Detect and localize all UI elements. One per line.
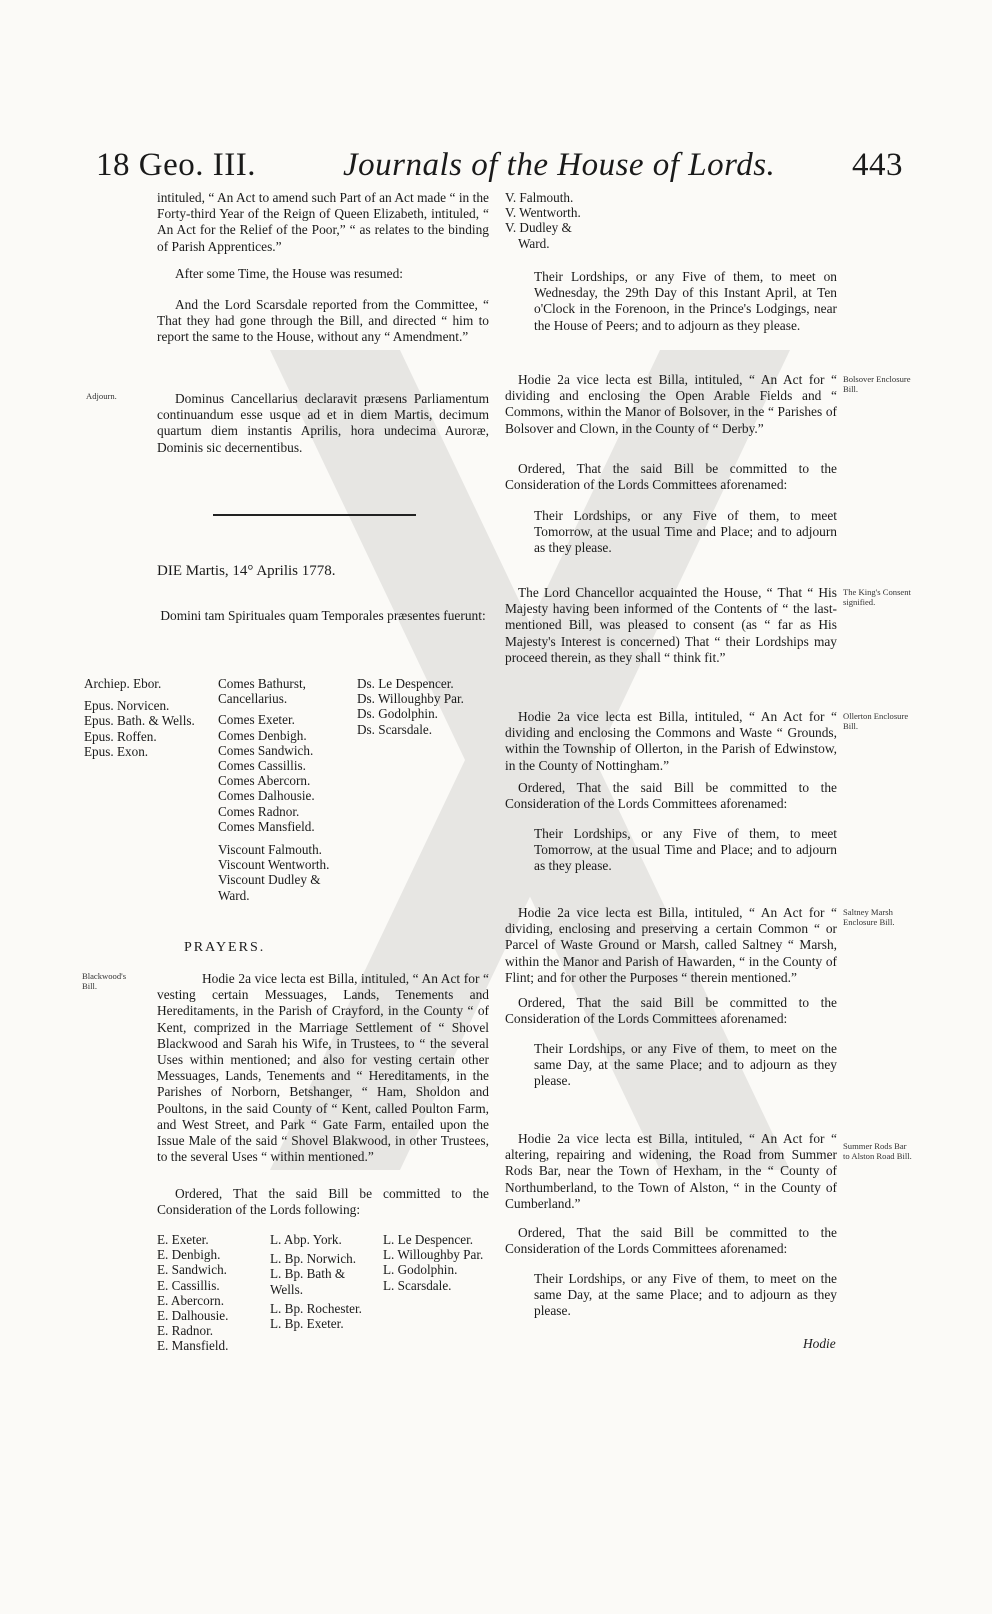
header-title: Journals of the House of Lords. [343, 147, 776, 183]
kings-consent-paragraph: The Lord Chancellor acquainted the House, “ That “ His Majesty having been informed of the Contents of “ the last-mentioned Bill, was pleased to consent (as “ far as His Majesty's Interest is concerned) That “ their Lordships may proceed therein, as they shall “ think fit.” [505, 585, 837, 665]
attendee: Comes Denbigh. [218, 727, 307, 743]
committee-member: L. Le Despencer. [383, 1232, 474, 1247]
committee-bishops [270, 1232, 378, 1331]
meeting-notice-1: Their Lordships, or any Five of them, to meet on Wednesday, the 29th Day of this Instant April, at Ten o'Clock in the Forenoon, in the Prince's Lodgings, near the House of Peers; and to adjourn as they please. [534, 269, 837, 333]
attendance-bishops [84, 676, 195, 759]
attendee: Epus. Norvicen. [84, 698, 170, 714]
attendee: Viscount Dudley & Ward. [218, 872, 321, 903]
intro-paragraph: intituled, “ An Act to amend such Part of an Act made “ in the Forty-third Year of the Reign of Queen Elizabeth, intituled, “ An Act for the Relief of the Poor,” “ as relates to the binding of Parish Apprentices.” [157, 190, 489, 254]
committee-member: V. Falmouth. [505, 190, 574, 205]
committee-member: E. Mansfield. [157, 1338, 229, 1354]
summer-rods-bill: Hodie 2a vice lecta est Billa, intituled, “ An Act for “ altering, repairing and widening, the Road from Summer Rods Bar, near the Town of Hexham, in the “ County of Northumberland, to the Town of Alston, “ in the County of Cumberland.” [505, 1131, 837, 1211]
attendee: Comes Bathurst, Cancellarius. [218, 676, 306, 707]
committee-member: V. Dudley & [505, 220, 572, 236]
committee-member: L. Abp. York. [270, 1232, 342, 1247]
committee-member: E. Abercorn. [157, 1292, 225, 1308]
committee-member: E. Cassillis. [157, 1277, 220, 1293]
attendee: Epus. Roffen. [84, 728, 157, 744]
attendance-barons [357, 676, 464, 737]
meeting-notice-5: Their Lordships, or any Five of them, to meet on the same Day, at the same Place; and to adjourn as they please. [534, 1271, 837, 1319]
ordered-ollerton: Ordered, That the said Bill be committed to the Consideration of the Lords Committees aforenamed: [505, 780, 837, 812]
meeting-notice-3: Their Lordships, or any Five of them, to meet Tomorrow, at the usual Time and Place; and to adjourn as they please. [534, 826, 837, 874]
section-divider [213, 514, 416, 516]
attendee: Viscount Wentworth. [218, 857, 330, 873]
committee-member: L. Bp. Norwich. [270, 1251, 357, 1267]
blackwood-bill: Hodie 2a vice lecta est Billa, intituled, “ An Act for “ vesting certain Messuages, Lands, Tenements and Hereditaments, in the Parish of Crayford, in the County “ of Kent, comprized in the Marriage Settlement of “ Shovel Blackwood and Sarah his Wife, in Trustees, to “ the several Uses within mentioned; and also for vesting certain other Messuages, Lands, Tenements and “ Hereditaments, in the Parishes of Norborn, Betshanger, “ Ham, Sholdon and Poultons, in the said County of “ Kent, called Poulton Farm, and West Street, and Park “ Gate Farm, entailed upon the Issue Male of the said “ Shovel Blakwood, in other Trustees, to the several Uses “ within mentioned.” [157, 971, 489, 1165]
margin-kings-consent: The King's Consent signified. [843, 587, 911, 607]
catchword: Hodie [803, 1336, 836, 1351]
attendee: Comes Cassillis. [218, 758, 306, 774]
ollerton-bill: Hodie 2a vice lecta est Billa, intituled, “ An Act for “ dividing and enclosing the Commons and Waste “ Grounds, within the Township of Ollerton, in the Parish of Edwinstow, in the County of Nottingham.” [505, 709, 837, 773]
attendee: Comes Dalhousie. [218, 788, 315, 804]
bolsover-bill: Hodie 2a vice lecta est Billa, intituled, “ An Act for “ dividing and enclosing the Open Arable Fields and “ Commons, within the Manor of Bolsover, in the “ Parishes of Bolsover and Clown, in the County of “ Derby.” [505, 372, 837, 436]
saltney-bill: Hodie 2a vice lecta est Billa, intituled, “ An Act for “ dividing, enclosing and preserving a certain Common “ or Parcel of Waste Ground or Marsh, called Saltney “ Marsh, within the Manor and Parish of Hawarden, “ in the County of Flint; and for other the Purposes “ therein mentioned.” [505, 905, 837, 985]
attendee: Epus. Bath. & Wells. [84, 713, 195, 729]
meeting-notice-4: Their Lordships, or any Five of them, to meet on the same Day, at the same Place; and to adjourn as they please. [534, 1041, 837, 1089]
committee-member: L. Willoughby Par. [383, 1247, 484, 1263]
meeting-notice-2: Their Lordships, or any Five of them, to meet Tomorrow, at the usual Time and Place; and to adjourn as they please. [534, 508, 837, 556]
margin-saltney: Saltney Marsh Enclosure Bill. [843, 907, 895, 927]
attendee: Comes Mansfield. [218, 818, 315, 834]
committee-member: E. Radnor. [157, 1323, 214, 1339]
committee-member: V. Wentworth. [505, 205, 581, 221]
committee-member: E. Exeter. [157, 1232, 209, 1247]
attendee: Comes Exeter. [218, 712, 295, 728]
committee-member: L. Bp. Rochester. [270, 1300, 362, 1316]
ordered-summer-rods: Ordered, That the said Bill be committed to the Consideration of the Lords Committees aforenamed: [505, 1225, 837, 1257]
adjournment-paragraph: Dominus Cancellarius declaravit præsens Parliamentum continuandum esse usque ad et in diem Martis, decimum quartum diem instantis Aprilis, hora undecima Auroræ, Dominis sic decernentibus. [157, 391, 489, 455]
viscount-committee-list [505, 190, 581, 251]
attendee: Archiep. Ebor. [84, 676, 162, 691]
committee-member: E. Denbigh. [157, 1247, 221, 1263]
margin-blackwood: Blackwood's Bill. [82, 971, 127, 991]
attendee: Ds. Willoughby Par. [357, 691, 464, 707]
attendee: Viscount Falmouth. [218, 842, 322, 857]
attendee: Ds. Le Despencer. [357, 676, 454, 691]
committee-member: L. Bp. Exeter. [270, 1316, 344, 1332]
ordered-saltney: Ordered, That the said Bill be committed to the Consideration of the Lords Committees aforenamed: [505, 995, 837, 1027]
margin-summer-rods: Summer Rods Bar to Alston Road Bill. [843, 1141, 912, 1161]
attendance-earls [218, 676, 353, 834]
ordered-bolsover: Ordered, That the said Bill be committed to the Consideration of the Lords Committees aforenamed: [505, 461, 837, 493]
attendee: Comes Abercorn. [218, 773, 311, 789]
committee-barons [383, 1232, 483, 1293]
committee-member: L. Scarsdale. [383, 1277, 452, 1293]
committee-member: E. Sandwich. [157, 1262, 227, 1278]
committee-member: L. Bp. Bath & Wells. [270, 1266, 346, 1297]
ordered-blackwood: Ordered, That the said Bill be committed to the Consideration of the Lords following: [157, 1186, 489, 1218]
committee-earls [157, 1232, 228, 1354]
prayers-heading: PRAYERS. [184, 940, 266, 955]
committee-member: E. Dalhousie. [157, 1308, 229, 1324]
house-resumed: After some Time, the House was resumed: [175, 266, 403, 281]
attendee: Ds. Scarsdale. [357, 721, 433, 737]
present-heading: Domini tam Spirituales quam Temporales præsentes fuerunt: [160, 608, 486, 623]
attendee: Epus. Exon. [84, 743, 149, 759]
scarsdale-report: And the Lord Scarsdale reported from the Committee, “ That they had gone through the Bill, and directed “ him to report the same to the House, without any “ Amendment.” [157, 297, 489, 345]
header-regnal-year: 18 Geo. III. [96, 147, 256, 183]
margin-bolsover: Bolsover Enclosure Bill. [843, 374, 911, 394]
margin-ollerton: Ollerton Enclosure Bill. [843, 711, 909, 731]
committee-member: L. Godolphin. [383, 1262, 458, 1278]
attendee: Comes Radnor. [218, 803, 300, 819]
sitting-date: DIE Martis, 14° Aprilis 1778. [157, 563, 336, 579]
page-number: 443 [852, 147, 903, 183]
margin-adjourn: Adjourn. [86, 391, 117, 401]
attendee: Ds. Godolphin. [357, 706, 438, 722]
committee-member: Ward. [518, 235, 550, 251]
attendee: Comes Sandwich. [218, 742, 314, 758]
attendance-viscounts [218, 842, 343, 903]
